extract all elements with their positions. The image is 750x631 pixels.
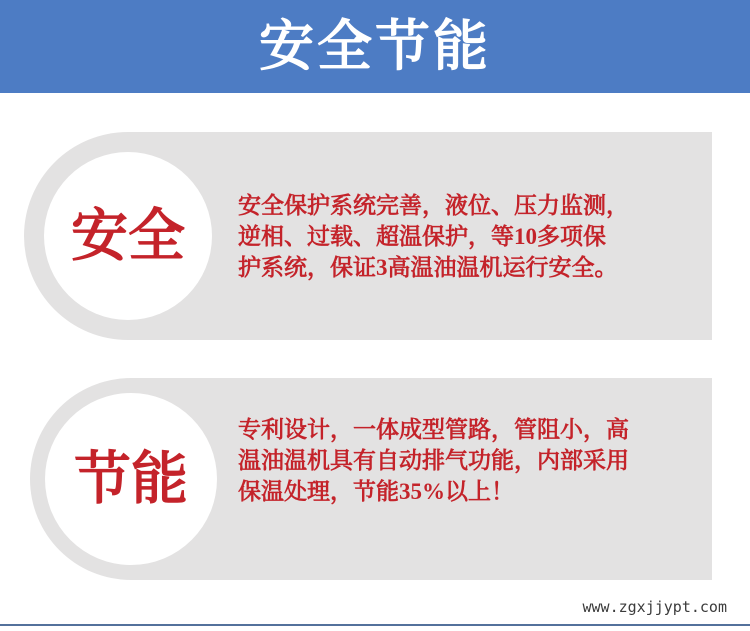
energy-description-line-2: 温油温机具有自动排气功能，内部采用 [238, 448, 629, 473]
energy-description-line-1: 专利设计，一体成型管路，管阻小，高 [238, 417, 629, 442]
page-title: 安全节能 [258, 16, 491, 77]
energy-badge-label: 节能 [74, 447, 188, 511]
energy-badge-circle [45, 393, 217, 565]
footer-website-text: www.zgxjjypt.com [582, 598, 727, 616]
safety-description-line-3: 护系统，保证3高温油温机运行安全。 [238, 255, 618, 280]
safety-description-line-1: 安全保护系统完善，液位、压力监测， [238, 193, 629, 218]
header-banner [0, 0, 750, 93]
safety-description-line-2: 逆相、过载、超温保护，等10多项保 [238, 224, 606, 249]
safety-description [238, 190, 678, 283]
safety-badge-label: 安全 [71, 204, 185, 268]
energy-description-line-3: 保温处理，节能35%以上！ [238, 479, 514, 504]
bottom-divider [0, 624, 750, 626]
energy-description [238, 414, 678, 507]
safety-badge-circle [44, 152, 212, 320]
